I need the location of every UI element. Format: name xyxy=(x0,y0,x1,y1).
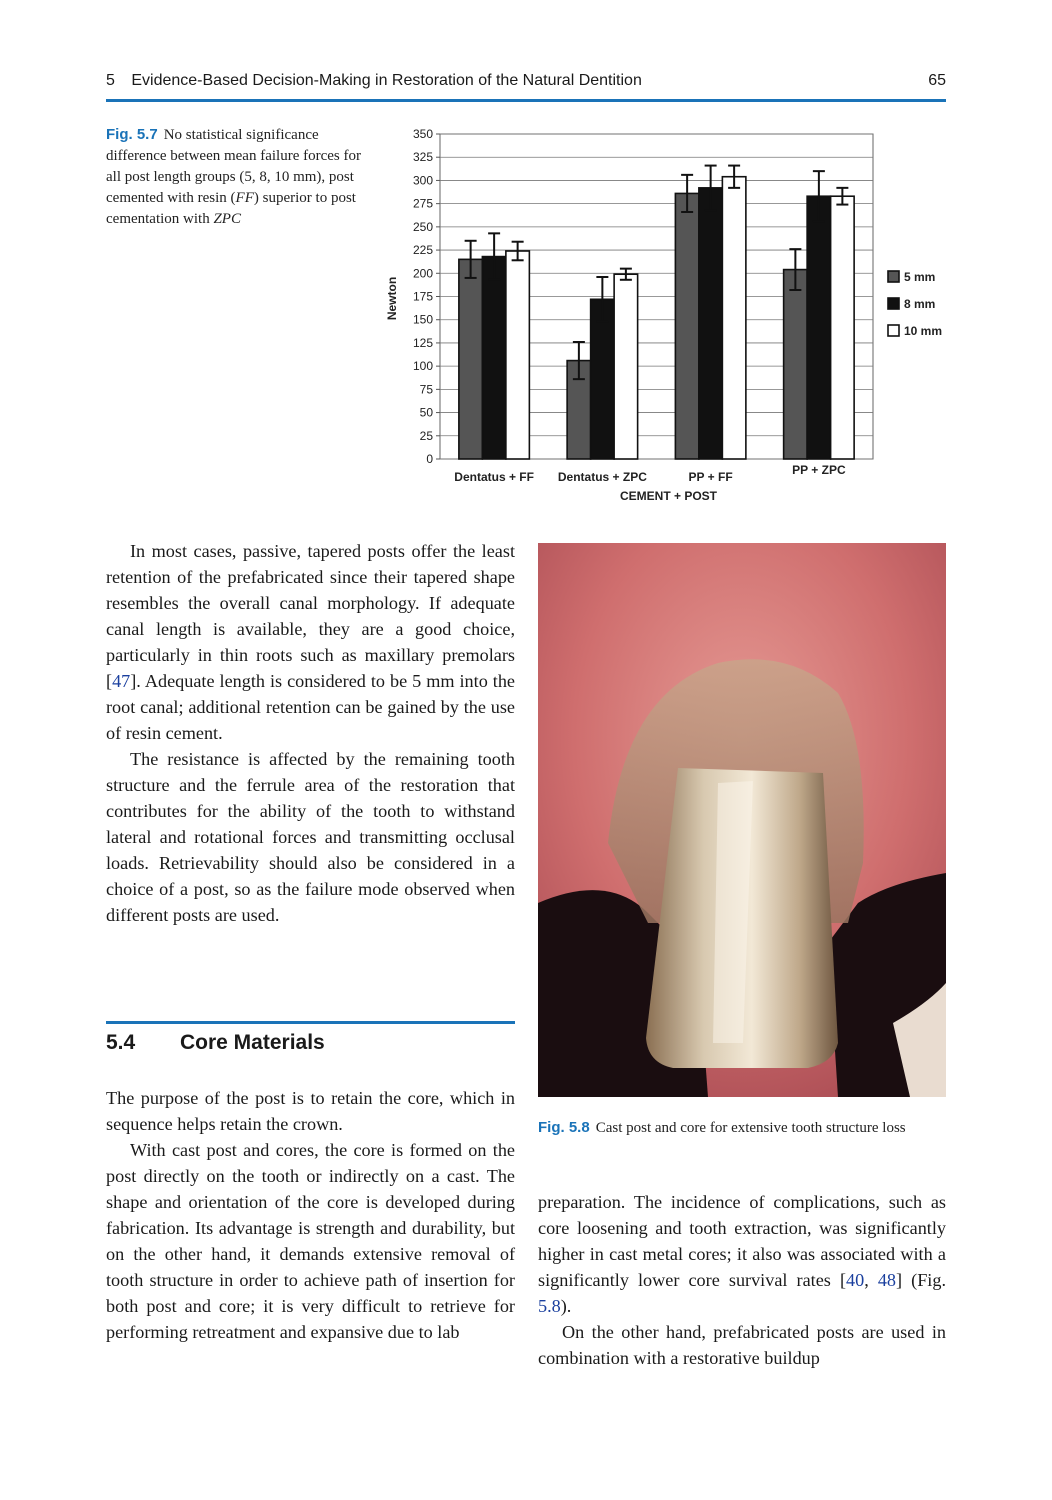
figure-5-8-label: Fig. 5.8 xyxy=(538,1119,590,1136)
citation-link[interactable]: 47 xyxy=(112,671,131,691)
legend-swatch xyxy=(888,271,899,282)
caption-text: Cast post and core for extensive tooth structure loss xyxy=(595,1120,906,1136)
bar xyxy=(807,196,831,459)
header-rule xyxy=(106,99,946,102)
y-tick-label: 150 xyxy=(412,312,433,327)
figure-5-8-caption xyxy=(538,1117,946,1139)
chapter-number: 5 xyxy=(106,72,115,89)
bar xyxy=(482,257,506,459)
x-tick-label: Dentatus + ZPC xyxy=(557,470,647,484)
bar xyxy=(831,196,855,459)
caption-abbrev-ff: FF xyxy=(235,190,254,206)
y-tick-label: 300 xyxy=(412,173,433,188)
section-heading xyxy=(106,1031,325,1055)
y-tick-label: 200 xyxy=(412,266,433,281)
x-tick-label: Dentatus + FF xyxy=(454,470,534,484)
paragraph: The resistance is affected by the remaining tooth structure and the ferrule area of the restoration that contributes for the ability of the tooth to withstand lateral and rotational forces and transmitting occlusal loads. Retrievability should also be considered in a choice of a post, so as the failure mode observed when different posts are used. xyxy=(106,749,515,925)
bar-chart xyxy=(380,122,970,517)
body-text-right xyxy=(538,1189,946,1371)
bar xyxy=(675,193,699,459)
y-tick-label: 125 xyxy=(412,335,433,350)
page-number: 65 xyxy=(928,72,946,89)
bar xyxy=(699,188,723,459)
paragraph: preparation. The incidence of complications, such as core loosening and tooth extraction, was significantly higher in cast metal cores; it also was associated with a significantly lower core survival rates [40, 48] (Fig. 5.8). xyxy=(538,1192,946,1316)
y-tick-label: 175 xyxy=(412,289,433,304)
legend-label: 5 mm xyxy=(904,270,936,284)
y-tick-label: 75 xyxy=(419,382,433,397)
bar xyxy=(591,299,615,459)
legend-label: 8 mm xyxy=(904,297,936,311)
cast-post-core-photo xyxy=(538,543,946,1097)
y-tick-label: 0 xyxy=(426,452,433,466)
bar xyxy=(614,274,638,459)
section-number: 5.4 xyxy=(106,1031,136,1054)
y-axis-label: Newton xyxy=(385,276,399,321)
body-text-left-2 xyxy=(106,1085,515,1345)
legend-label: 10 mm xyxy=(904,324,943,338)
caption-abbrev-zpc: ZPC xyxy=(213,211,241,227)
figure-5-7-label: Fig. 5.7 xyxy=(106,126,158,143)
x-axis-label: CEMENT + POST xyxy=(619,489,718,503)
legend-swatch xyxy=(888,325,899,336)
citation-link[interactable]: 48 xyxy=(877,1270,896,1290)
caption-text-cont: ) superior to post cementation with xyxy=(106,190,356,227)
section-title: Core Materials xyxy=(180,1031,325,1054)
figure-5-7-caption xyxy=(106,124,368,230)
bar xyxy=(722,177,746,459)
body-text-left-1 xyxy=(106,538,515,928)
x-tick-label: PP + FF xyxy=(688,470,733,484)
bar xyxy=(459,259,483,459)
paragraph: On the other hand, prefabricated posts are used in combination with a restorative buildup xyxy=(538,1322,946,1368)
y-tick-label: 225 xyxy=(412,243,433,258)
paragraph: The purpose of the post is to retain the core, which in sequence helps retain the crown. xyxy=(106,1088,515,1134)
running-header xyxy=(106,72,642,90)
y-tick-label: 325 xyxy=(412,150,433,165)
y-tick-label: 50 xyxy=(419,405,433,420)
y-tick-label: 100 xyxy=(412,359,433,374)
y-tick-label: 250 xyxy=(412,219,433,234)
y-tick-label: 275 xyxy=(412,196,433,211)
x-tick-label: PP + ZPC xyxy=(792,463,846,477)
figure-link[interactable]: 5.8 xyxy=(538,1296,561,1316)
bar xyxy=(784,270,808,459)
section-rule xyxy=(106,1021,515,1024)
caption-text: No statistical significance difference between mean failure forces for all post length groups (5, 8, 10 mm), post cemented with resin ( xyxy=(106,127,361,206)
paragraph: With cast post and cores, the core is formed on the post directly on the tooth or indirectly on a cast. The shape and orientation of the core is developed during fabrication. Its advantage is strength and durability, but on the other hand, it demands extensive removal of tooth structure in order to achieve path of insertion for both post and core; it is very difficult to retrieve for performing retreatment and expansive due to lab xyxy=(106,1140,515,1342)
y-tick-label: 350 xyxy=(412,127,433,141)
citation-link[interactable]: 40 xyxy=(846,1270,865,1290)
paragraph: In most cases, passive, tapered posts offer the least retention of the prefabricated since their tapered shape resembles the overall canal morphology. If adequate canal length is available, they are a good choice, particularly in thin roots such as maxillary premolars [47]. Adequate length is considered to be 5 mm into the root canal; additional retention can be gained by the use of resin cement. xyxy=(106,541,515,743)
y-tick-label: 25 xyxy=(419,428,433,443)
chapter-title: Evidence-Based Decision-Making in Restoration of the Natural Dentition xyxy=(131,72,642,89)
legend-swatch xyxy=(888,298,899,309)
bar xyxy=(506,251,530,459)
